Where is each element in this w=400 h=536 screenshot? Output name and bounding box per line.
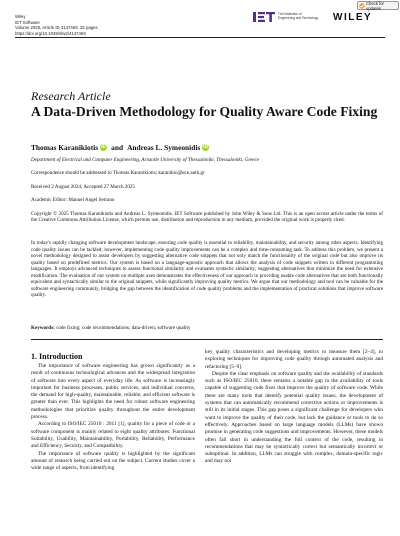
abstract: In today's rapidly changing software development landscape, ensuring code quality is essential to reliability, maintainability, and security among other aspects. Identifying code quality issues can be tackled; however, implementing code quality improvements can be a complex and time-consuming task. To address this problem, we present a novel methodology designed to assist developers by suggesting alternative code snippets that not only match the functionality of the original code but also improve its quality based on predefined metrics. Our system is based on a language-agnostic approach that allows the analysis of code snippets written in different programming languages. It employs advanced techniques to assess functional similarity and evaluates syntactic similarity, suggesting alternatives that minimize the need for extensive modification. The evaluation of our system on multiple axes demonstrates the effectiveness of our approach in providing usable code alternatives that are both functionally equivalent and syntactically similar to the original snippets, while significantly improving quality metrics. We argue that our methodology and tool can be valuable for the software engineering community, bridging the gap between the identification of code quality problems and the implementation of practical solutions that improve software quality.	[31, 240, 383, 298]
author-join: and	[111, 143, 124, 152]
iet-institution-name: The Institution of Engineering and Technology	[278, 12, 319, 20]
iet-logo-mark	[253, 11, 275, 23]
keywords-label: Keywords:	[31, 325, 55, 331]
abstract-divider	[31, 339, 383, 340]
keywords	[31, 325, 190, 331]
affiliation: Department of Electrical and Computer Engineering, Aristotle University of Thessaloniki, Thessaloniki, Greece	[31, 157, 260, 163]
body-paragraph: The importance of software engineering has grown significantly as a result of continuous technological advances and the widespread integration of software into every aspect of everyday life. As software is increasingly important for business processes, public services, and individual concerns, the demand for high-quality, maintainable, reliable, and efficient software is greater than ever. This highlights the need for robust software engineering methodologies that prioritize quality throughout the entire development process.	[31, 363, 195, 421]
keywords-list: code fixing; code recommendations; data-driven; software quality	[56, 325, 191, 331]
article-title: A Data-Driven Methodology for Quality Aware Code Fixing	[31, 104, 378, 119]
volume-line: Volume 2025, Article ID 4147469, 25 pages	[15, 25, 98, 31]
body-paragraph: The importance of software quality is highlighted by the significant amount of research being carried out on the subject. Current studies cover a wide range of aspects, from identifying	[31, 450, 195, 472]
orcid-icon[interactable]: iD	[101, 144, 107, 150]
header-divider	[15, 37, 385, 38]
orcid-icon[interactable]: iD	[203, 144, 209, 150]
check-updates-icon	[359, 3, 365, 9]
iet-logo	[253, 10, 321, 24]
author-line	[31, 143, 209, 152]
author-2-name: Andreas L. Symeonidis	[127, 143, 201, 152]
body-paragraph: key quality characteristics and developing metrics to measure them [2–4], to exploring techniques for improving code quality through automated analysis and refactoring [5–9].	[205, 349, 383, 370]
body-paragraph: Despite the clear emphasis on software quality and the availability of standards such as ISO/IEC 25010, there remains a notable gap in the availability of tools capable of suggesting code fixes that improve the quality of software code. While there are many tools that identify potential quality issues, the development of systems that can automatically recommend corrective actions or improvements is still in its initial stages. This gap poses a significant challenge for developers who want to improve the quality of their code, but lack the guidance or tools to do so effectively. Approaches based on large language models (LLMs) have shown promise in generating code suggestions and improvements. However, these models often fall short in understanding the full context of the code, resulting in recommendations that may be syntactically correct but semantically incorrect or suboptimal. In addition, LLMs can struggle with complex, domain-specific logic and may not	[205, 370, 383, 465]
wiley-logo: WILEY	[333, 12, 373, 23]
body-right-column	[205, 349, 383, 466]
received-accepted-dates: Received 2 August 2024; Accepted 27 March 2025	[31, 184, 135, 190]
author-1-name: Thomas Karanikiotis	[31, 143, 99, 152]
copyright-notice: Copyright © 2025 Thomas Karanikiotis and Andreas L. Symeonidis. IET Software published by John Wiley & Sons Ltd. This is an open access article under the terms of the Creative Commons Attribution License, which permits use, distribution and reproduction in any medium, provided the original work is properly cited.	[31, 211, 383, 224]
check-for-updates-label: Check for updates	[366, 0, 384, 11]
section-heading: 1. Introduction	[31, 352, 83, 361]
journal-meta	[15, 14, 98, 36]
article-type: Research Article	[31, 89, 111, 103]
correspondence: Correspondence should be addressed to Thomas Karanikiotis; karanikio@ece.auth.gr	[31, 170, 205, 176]
publisher-name: Wiley	[15, 14, 26, 19]
body-paragraph: According to ISO/IEC 25010 : 2011 [1], quality for a piece of code or a software component is mainly related to eight quality attributes: Functional Suitability, Usability, Maintainability, Portability, Reliability, Performance and Efficiency, Security, and Compatibility.	[31, 421, 195, 450]
body-left-column	[31, 363, 195, 472]
journal-name: IET Software	[15, 19, 40, 25]
check-for-updates-button[interactable]	[357, 1, 399, 10]
doi-link[interactable]: https://doi.org/10.1049/sfw2/4147469	[15, 30, 86, 36]
academic-editor: Academic Editor: Manuel Angel Serrano	[31, 197, 115, 203]
